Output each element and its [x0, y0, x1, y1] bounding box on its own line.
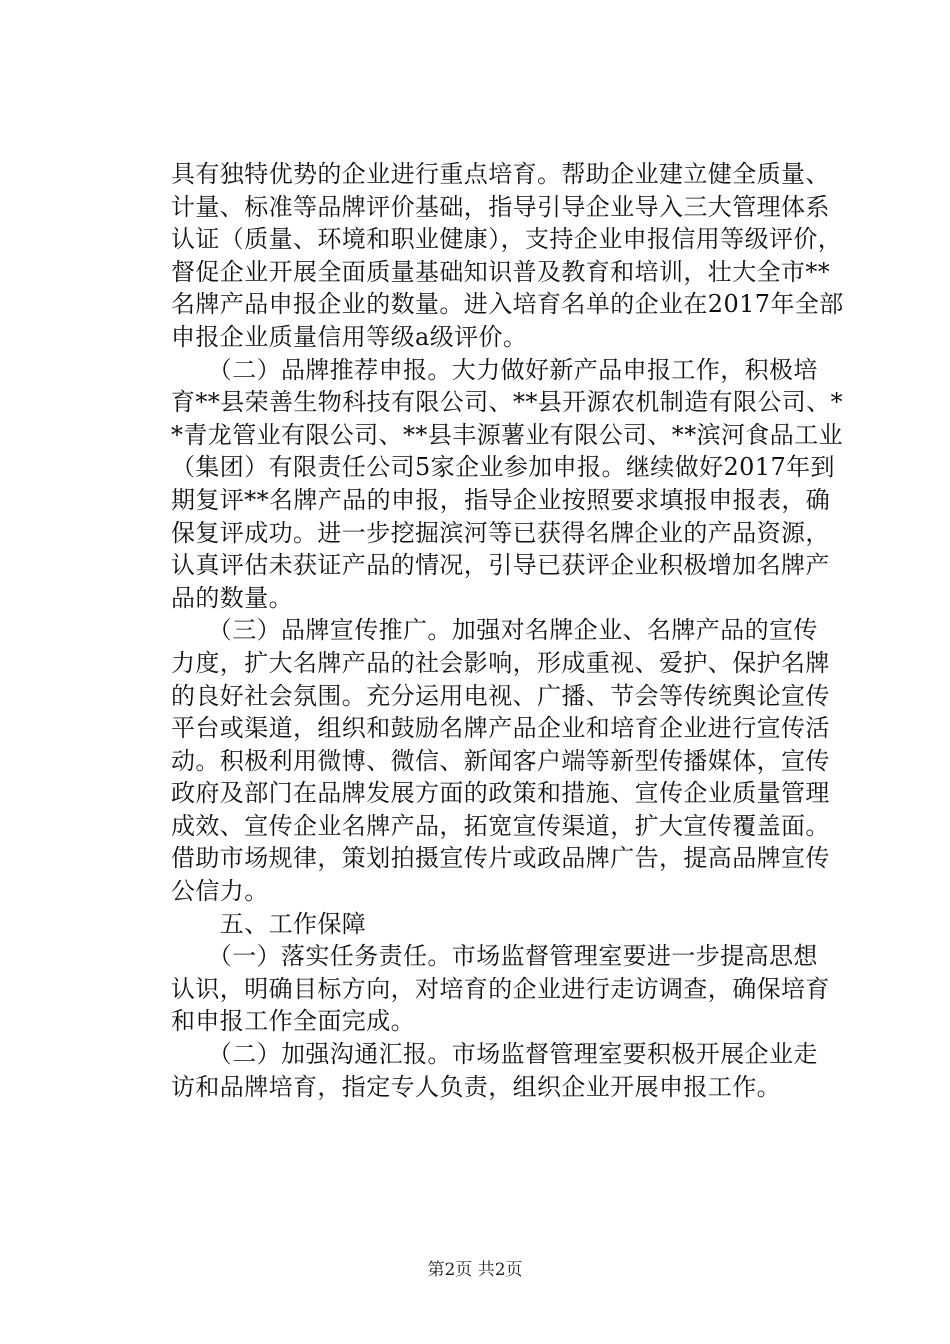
text-line: 具有独特优势的企业进行重点培育。帮助企业建立健全质量、 [171, 160, 830, 188]
text-line: *青龙管业有限公司、**县丰源薯业有限公司、**滨河食品工业 [171, 420, 843, 449]
text-line: 品的数量。 [171, 583, 293, 612]
text-line: 期复评**名牌产品的申报，指导企业按照要求填报申报表，确 [171, 485, 831, 514]
text-line: 督促企业开展全面质量基础知识普及教育和培训，壮大全市** [171, 257, 831, 286]
text-line: 保复评成功。进一步挖掘滨河等已获得名牌企业的产品资源， [171, 518, 830, 547]
text-line: 认证（质量、环境和职业健康），支持企业申报信用等级评价， [171, 225, 843, 254]
document-body [171, 158, 844, 1103]
text-line: 认真评估未获证产品的情况，引导已获评企业积极增加名牌产 [171, 551, 830, 580]
text-line: （集团）有限责任公司5家企业参加申报。继续做好2017年到 [171, 453, 835, 482]
text-line: 和申报工作全面完成。 [171, 1007, 415, 1036]
text-line: （三）品牌宣传推广。加强对名牌企业、名牌产品的宣传 [171, 616, 818, 645]
text-line: 力度，扩大名牌产品的社会影响，形成重视、爱护、保护名牌 [171, 648, 830, 677]
text-line: 公信力。 [171, 877, 269, 906]
section-heading: 五、工作保障 [171, 909, 367, 938]
text-line: 成效、宣传企业名牌产品，拓宽宣传渠道，扩大宣传覆盖面。 [171, 811, 830, 840]
text-line: 动。积极利用微博、微信、新闻客户端等新型传播媒体，宣传 [171, 746, 830, 775]
text-line: 的良好社会氛围。充分运用电视、广播、节会等传统舆论宣传 [171, 681, 830, 710]
text-line: 认识，明确目标方向，对培育的企业进行走访调查，确保培育 [171, 974, 830, 1003]
text-line: 育**县荣善生物科技有限公司、**县开源农机制造有限公司、* [171, 388, 843, 417]
page-number-footer: 第2页 共2页 [427, 1260, 523, 1280]
text-line: （一）落实任务责任。市场监督管理室要进一步提高思想 [171, 942, 818, 971]
text-line: （二）品牌推荐申报。大力做好新产品申报工作，积极培 [171, 355, 818, 384]
text-line: 名牌产品申报企业的数量。进入培育名单的企业在2017年全部 [171, 290, 844, 319]
text-line: （二）加强沟通汇报。市场监督管理室要积极开展企业走 [171, 1040, 818, 1069]
text-line: 访和品牌培育，指定专人负责，组织企业开展申报工作。 [171, 1072, 781, 1101]
text-line: 计量、标准等品牌评价基础，指导引导企业导入三大管理体系 [171, 192, 830, 221]
text-line: 申报企业质量信用等级a级评价。 [171, 322, 528, 351]
text-line: 政府及部门在品牌发展方面的政策和措施、宣传企业质量管理 [171, 779, 830, 808]
text-line: 平台或渠道，组织和鼓励名牌产品企业和培育企业进行宣传活 [171, 714, 830, 743]
text-line: 借助市场规律，策划拍摄宣传片或政品牌广告，提高品牌宣传 [171, 844, 830, 873]
